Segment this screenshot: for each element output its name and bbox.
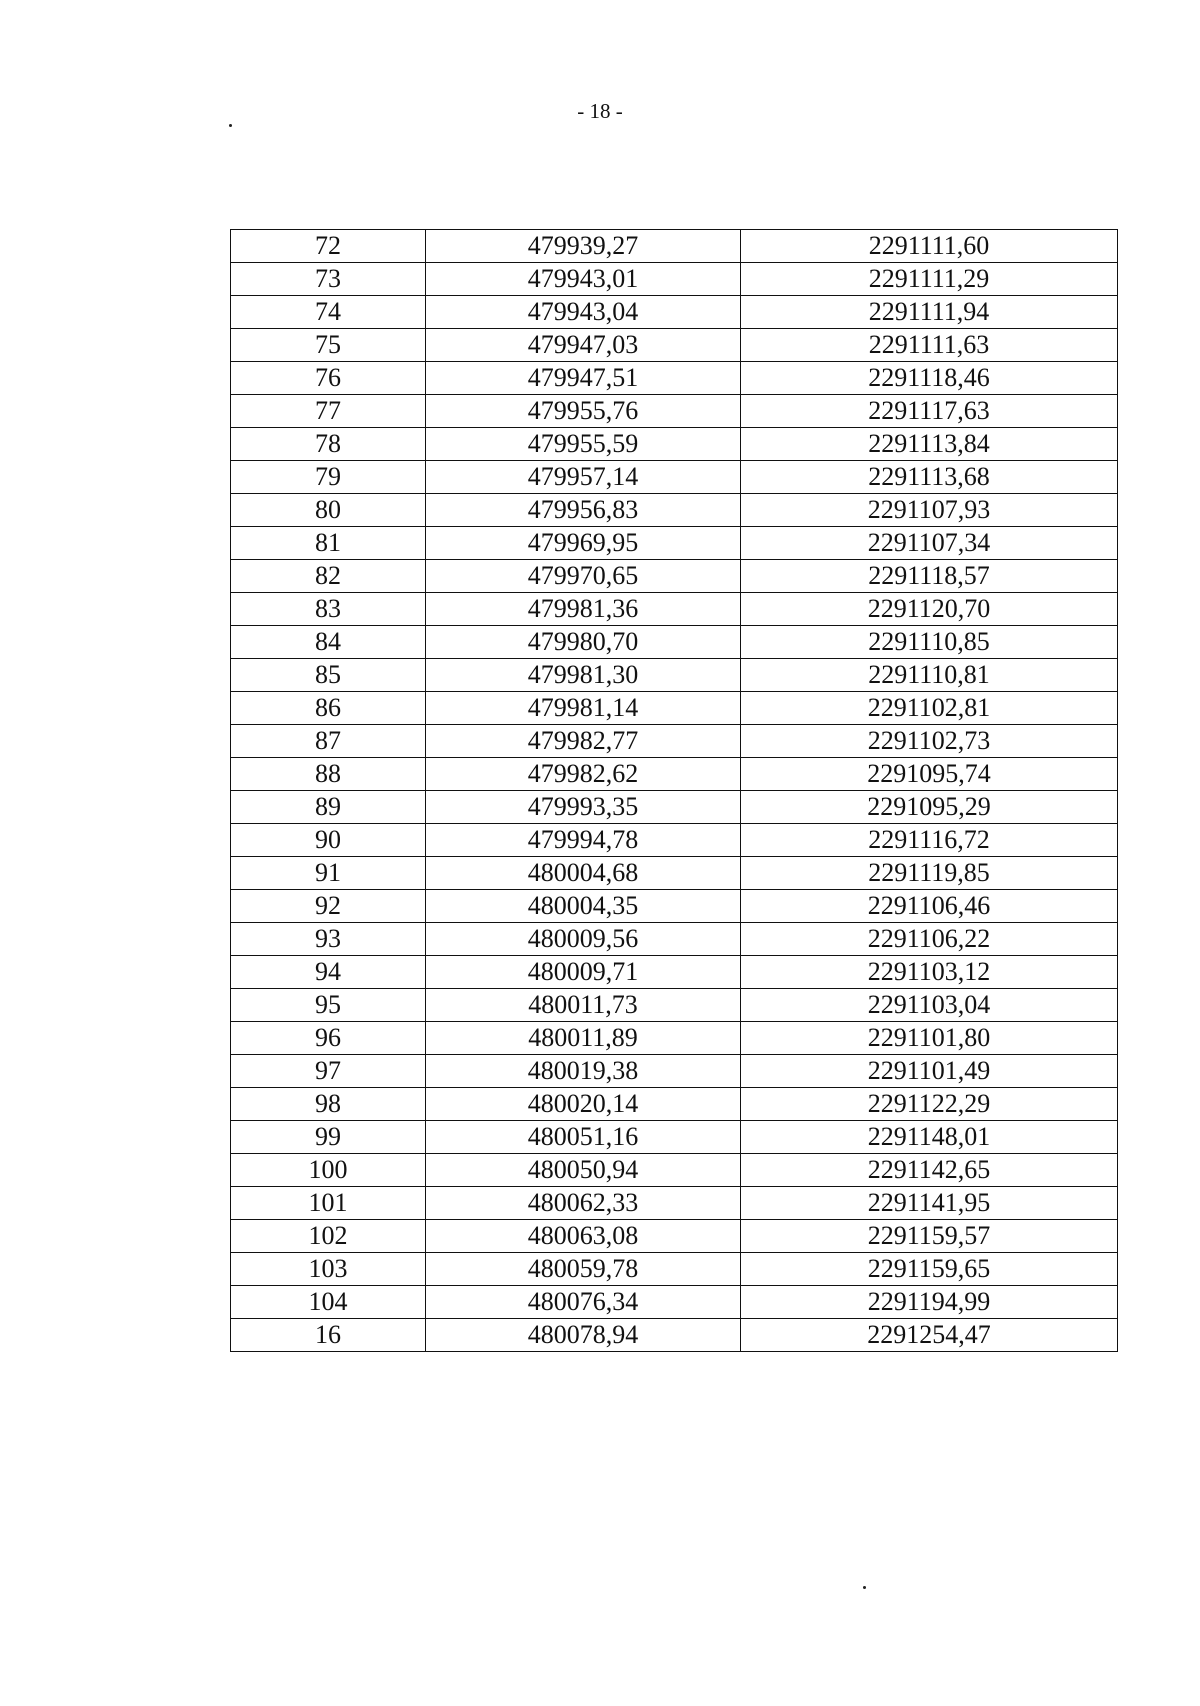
- table-row: [231, 329, 1118, 362]
- point-number-cell: 89: [231, 791, 426, 824]
- point-number-cell: 93: [231, 923, 426, 956]
- scan-dot-mark: [863, 1586, 866, 1589]
- y-coordinate-cell: 2291110,85: [741, 626, 1118, 659]
- table-row: [231, 725, 1118, 758]
- coordinates-table-body: [231, 230, 1118, 1352]
- point-number-cell: 85: [231, 659, 426, 692]
- point-number-cell: 96: [231, 1022, 426, 1055]
- y-coordinate-cell: 2291106,46: [741, 890, 1118, 923]
- y-coordinate-cell: 2291102,81: [741, 692, 1118, 725]
- point-number-cell: 102: [231, 1220, 426, 1253]
- x-coordinate-cell: 480009,71: [426, 956, 741, 989]
- x-coordinate-cell: 479955,76: [426, 395, 741, 428]
- table-row: [231, 1088, 1118, 1121]
- x-coordinate-cell: 479970,65: [426, 560, 741, 593]
- table-row: [231, 263, 1118, 296]
- coordinates-table: [230, 229, 1118, 1352]
- x-coordinate-cell: 480019,38: [426, 1055, 741, 1088]
- table-row: [231, 1286, 1118, 1319]
- y-coordinate-cell: 2291111,94: [741, 296, 1118, 329]
- x-coordinate-cell: 480078,94: [426, 1319, 741, 1352]
- point-number-cell: 87: [231, 725, 426, 758]
- y-coordinate-cell: 2291106,22: [741, 923, 1118, 956]
- y-coordinate-cell: 2291111,63: [741, 329, 1118, 362]
- table-row: [231, 527, 1118, 560]
- point-number-cell: 94: [231, 956, 426, 989]
- x-coordinate-cell: 479947,03: [426, 329, 741, 362]
- point-number-cell: 80: [231, 494, 426, 527]
- x-coordinate-cell: 480011,89: [426, 1022, 741, 1055]
- x-coordinate-cell: 479939,27: [426, 230, 741, 263]
- table-row: [231, 296, 1118, 329]
- y-coordinate-cell: 2291159,57: [741, 1220, 1118, 1253]
- point-number-cell: 74: [231, 296, 426, 329]
- table-row: [231, 1253, 1118, 1286]
- x-coordinate-cell: 480063,08: [426, 1220, 741, 1253]
- table-row: [231, 890, 1118, 923]
- table-row: [231, 824, 1118, 857]
- x-coordinate-cell: 480051,16: [426, 1121, 741, 1154]
- y-coordinate-cell: 2291107,34: [741, 527, 1118, 560]
- table-row: [231, 494, 1118, 527]
- point-number-cell: 100: [231, 1154, 426, 1187]
- point-number-cell: 75: [231, 329, 426, 362]
- x-coordinate-cell: 479981,36: [426, 593, 741, 626]
- y-coordinate-cell: 2291101,49: [741, 1055, 1118, 1088]
- x-coordinate-cell: 479943,01: [426, 263, 741, 296]
- point-number-cell: 81: [231, 527, 426, 560]
- table-row: [231, 758, 1118, 791]
- y-coordinate-cell: 2291119,85: [741, 857, 1118, 890]
- table-row: [231, 956, 1118, 989]
- x-coordinate-cell: 479956,83: [426, 494, 741, 527]
- point-number-cell: 92: [231, 890, 426, 923]
- x-coordinate-cell: 479955,59: [426, 428, 741, 461]
- y-coordinate-cell: 2291116,72: [741, 824, 1118, 857]
- x-coordinate-cell: 479993,35: [426, 791, 741, 824]
- table-row: [231, 593, 1118, 626]
- point-number-cell: 95: [231, 989, 426, 1022]
- point-number-cell: 78: [231, 428, 426, 461]
- y-coordinate-cell: 2291159,65: [741, 1253, 1118, 1286]
- y-coordinate-cell: 2291107,93: [741, 494, 1118, 527]
- scan-dot-mark: [229, 124, 232, 127]
- y-coordinate-cell: 2291120,70: [741, 593, 1118, 626]
- y-coordinate-cell: 2291101,80: [741, 1022, 1118, 1055]
- x-coordinate-cell: 479981,14: [426, 692, 741, 725]
- table-row: [231, 428, 1118, 461]
- point-number-cell: 72: [231, 230, 426, 263]
- x-coordinate-cell: 479943,04: [426, 296, 741, 329]
- x-coordinate-cell: 480004,68: [426, 857, 741, 890]
- y-coordinate-cell: 2291113,68: [741, 461, 1118, 494]
- point-number-cell: 103: [231, 1253, 426, 1286]
- point-number-cell: 101: [231, 1187, 426, 1220]
- table-row: [231, 461, 1118, 494]
- page-number: - 18 -: [577, 99, 623, 123]
- table-row: [231, 1022, 1118, 1055]
- y-coordinate-cell: 2291111,29: [741, 263, 1118, 296]
- x-coordinate-cell: 480004,35: [426, 890, 741, 923]
- y-coordinate-cell: 2291111,60: [741, 230, 1118, 263]
- point-number-cell: 88: [231, 758, 426, 791]
- y-coordinate-cell: 2291148,01: [741, 1121, 1118, 1154]
- x-coordinate-cell: 479969,95: [426, 527, 741, 560]
- table-row: [231, 626, 1118, 659]
- table-row: [231, 1220, 1118, 1253]
- table-row: [231, 791, 1118, 824]
- point-number-cell: 77: [231, 395, 426, 428]
- table-row: [231, 560, 1118, 593]
- table-row: [231, 857, 1118, 890]
- point-number-cell: 86: [231, 692, 426, 725]
- table-row: [231, 923, 1118, 956]
- y-coordinate-cell: 2291102,73: [741, 725, 1118, 758]
- x-coordinate-cell: 479994,78: [426, 824, 741, 857]
- y-coordinate-cell: 2291095,29: [741, 791, 1118, 824]
- y-coordinate-cell: 2291103,04: [741, 989, 1118, 1022]
- point-number-cell: 83: [231, 593, 426, 626]
- point-number-cell: 98: [231, 1088, 426, 1121]
- y-coordinate-cell: 2291122,29: [741, 1088, 1118, 1121]
- y-coordinate-cell: 2291118,46: [741, 362, 1118, 395]
- point-number-cell: 90: [231, 824, 426, 857]
- point-number-cell: 99: [231, 1121, 426, 1154]
- y-coordinate-cell: 2291103,12: [741, 956, 1118, 989]
- table-row: [231, 230, 1118, 263]
- y-coordinate-cell: 2291141,95: [741, 1187, 1118, 1220]
- y-coordinate-cell: 2291117,63: [741, 395, 1118, 428]
- x-coordinate-cell: 480059,78: [426, 1253, 741, 1286]
- point-number-cell: 73: [231, 263, 426, 296]
- table-row: [231, 1154, 1118, 1187]
- point-number-cell: 104: [231, 1286, 426, 1319]
- point-number-cell: 79: [231, 461, 426, 494]
- x-coordinate-cell: 480076,34: [426, 1286, 741, 1319]
- point-number-cell: 76: [231, 362, 426, 395]
- x-coordinate-cell: 480020,14: [426, 1088, 741, 1121]
- table-row: [231, 659, 1118, 692]
- table-row: [231, 692, 1118, 725]
- table-row: [231, 395, 1118, 428]
- y-coordinate-cell: 2291118,57: [741, 560, 1118, 593]
- y-coordinate-cell: 2291194,99: [741, 1286, 1118, 1319]
- table-row: [231, 1187, 1118, 1220]
- y-coordinate-cell: 2291110,81: [741, 659, 1118, 692]
- point-number-cell: 97: [231, 1055, 426, 1088]
- x-coordinate-cell: 479980,70: [426, 626, 741, 659]
- x-coordinate-cell: 479982,77: [426, 725, 741, 758]
- table-row: [231, 362, 1118, 395]
- x-coordinate-cell: 480009,56: [426, 923, 741, 956]
- x-coordinate-cell: 479947,51: [426, 362, 741, 395]
- table-row: [231, 1055, 1118, 1088]
- y-coordinate-cell: 2291095,74: [741, 758, 1118, 791]
- y-coordinate-cell: 2291113,84: [741, 428, 1118, 461]
- point-number-cell: 91: [231, 857, 426, 890]
- point-number-cell: 82: [231, 560, 426, 593]
- point-number-cell: 16: [231, 1319, 426, 1352]
- x-coordinate-cell: 480062,33: [426, 1187, 741, 1220]
- y-coordinate-cell: 2291254,47: [741, 1319, 1118, 1352]
- x-coordinate-cell: 479982,62: [426, 758, 741, 791]
- table-row: [231, 1319, 1118, 1352]
- x-coordinate-cell: 480050,94: [426, 1154, 741, 1187]
- x-coordinate-cell: 479957,14: [426, 461, 741, 494]
- x-coordinate-cell: 479981,30: [426, 659, 741, 692]
- point-number-cell: 84: [231, 626, 426, 659]
- table-row: [231, 989, 1118, 1022]
- x-coordinate-cell: 480011,73: [426, 989, 741, 1022]
- y-coordinate-cell: 2291142,65: [741, 1154, 1118, 1187]
- table-row: [231, 1121, 1118, 1154]
